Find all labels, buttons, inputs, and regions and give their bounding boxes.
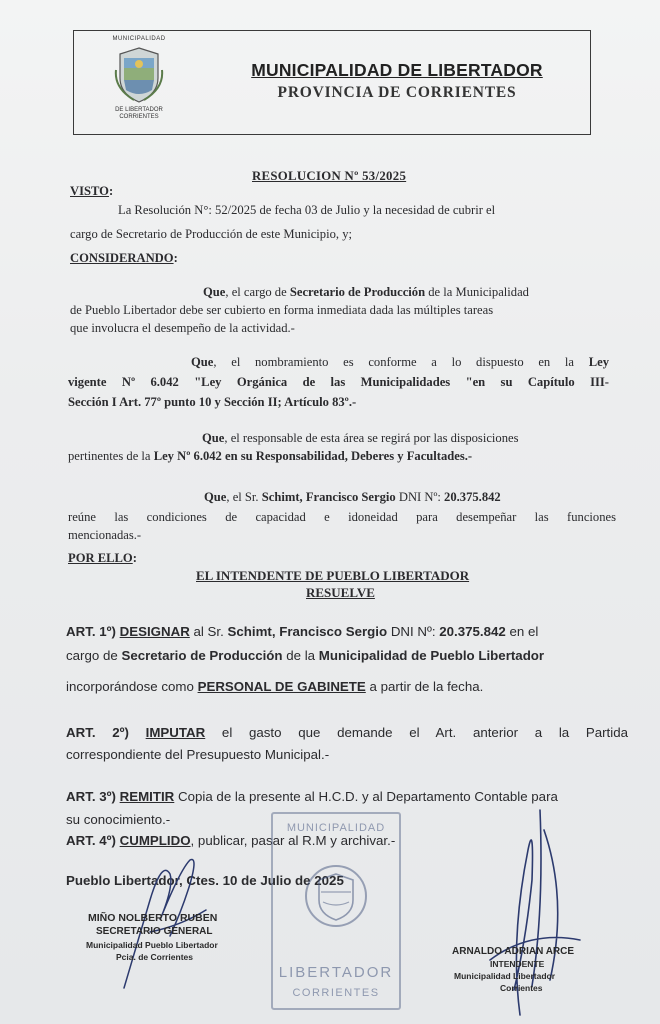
seal-bottom-text [100,107,178,121]
por-ello-heading [68,550,137,567]
considerando-2-line-3: Sección I Art. 77º punto 10 y Sección II; Artículo 83º.- [68,395,357,409]
article-1-verb: DESIGNAR [119,624,190,639]
c3-text: , el responsable de esta área se regirá por las disposiciones [224,431,519,445]
article-1-label: ART. 1º) [66,624,116,639]
a1-text-i: a partir de la fecha. [365,679,484,694]
right-signatory-org: Municipalidad Libertador [454,971,556,981]
considerando-4-line-2: reúne las condiciones de capacidad e idoneidad para desempeñar las funciones [68,510,616,524]
visto-heading [70,183,113,200]
a1-role: Secretario de Producción [121,648,283,663]
official-stamp [271,812,401,1010]
c2-text-a: , el nombramiento es conforme a lo dispuesto en la [213,355,589,369]
stamp-top-text: MUNICIPALIDAD [286,822,386,834]
article-4-verb: CUMPLIDO [119,833,191,848]
a1-dni-label: DNI Nº: [387,624,440,639]
c1-role: Secretario de Producción [289,285,426,299]
municipal-seal [100,36,178,124]
considerando-1-line-1 [203,284,529,301]
article-2-line-1 [66,722,628,743]
a1-text-e: en el [505,624,539,639]
date-line: Pueblo Libertador, Ctes. 10 de Julio de 2025 [66,873,344,888]
considerando-1-line-2: de Pueblo Libertador debe ser cubierto en forma inmediata dada las múltiples tareas [70,303,494,317]
c4-dni: 20.375.842 [444,490,501,504]
c4-text-a: , el Sr. [226,490,262,504]
coat-of-arms-icon [114,44,164,106]
stamp-seal-icon [301,856,371,946]
right-signatory-name: ARNALDO ADRIAN ARCE [452,946,575,957]
article-2-label: ART. 2º) [66,725,129,740]
a1-text-f: cargo de [66,648,122,663]
considerando-colon: : [173,251,178,265]
por-ello-label: POR ELLO [68,551,133,565]
considerando-3-line-2 [68,448,472,465]
stamp-city: LIBERTADOR [278,964,394,981]
considerando-4-line-3: mencionadas.- [68,528,142,542]
considerando-1-line-3: que involucra el desempeño de la actividad.- [70,321,295,335]
visto-colon: : [108,184,114,198]
resuelve-heading: RESUELVE [306,585,375,600]
a3-text: Copia de la presente al H.C.D. y al Departamento Contable para [174,789,558,804]
article-1-line-2 [66,645,544,666]
c1-text-c: de la Municipalidad [425,285,529,299]
municipality-title: MUNICIPALIDAD DE LIBERTADOR [251,60,543,80]
que-3: Que [202,431,225,445]
article-3-label: ART. 3º) [66,789,116,804]
seal-province: CORRIENTES [119,114,159,120]
left-signatory-org: Municipalidad Pueblo Libertador [86,940,218,950]
right-signatory-title: INTENDENTE [490,959,545,969]
considerando-label: CONSIDERANDO [70,251,174,265]
a1-personal-gabinete: PERSONAL DE GABINETE [197,679,366,694]
considerando-2-line-2: vigente Nº 6.042 "Ley Orgánica de las Municipalidades "en su Capítulo III- [68,375,609,389]
por-ello-colon: : [132,551,137,565]
c4-person: Schimt, Francisco Sergio [261,490,396,504]
stamp-province: CORRIENTES [292,987,380,999]
a1-text-g: de la [282,648,319,663]
article-1-line-3 [66,676,483,697]
left-signatory-name: MIÑO NOLBERTO RUBEN [88,912,218,924]
a2-text: el gasto que demande el Art. anterior a la Partida [205,725,628,740]
c1-text-a: , el cargo de [225,285,290,299]
a1-municipality: Municipalidad de Pueblo Libertador [318,648,545,663]
c2-ley: Ley [588,355,609,369]
considerando-heading [70,250,178,267]
article-3-verb: REMITIR [119,789,175,804]
seal-city: DE LIBERTADOR [115,107,163,113]
seal-top-text: MUNICIPALIDAD [112,36,166,42]
article-4-label: ART. 4º) [66,833,116,848]
article-1-line-1 [66,621,538,642]
c3-text-b: pertinentes de la [68,449,154,463]
visto-line-2: cargo de Secretario de Producción de este Municipio, y; [70,227,352,241]
c3-law: Ley Nº 6.042 en su Responsabilidad, Deberes y Facultades.- [153,449,473,463]
considerando-2-line-1 [191,354,609,371]
a1-text-a: al Sr. [189,624,228,639]
c4-dni-label: DNI Nº: [395,490,445,504]
a1-dni: 20.375.842 [439,624,506,639]
article-2-verb: IMPUTAR [145,725,206,740]
visto-line-1: La Resolución N°: 52/2025 de fecha 03 de Julio y la necesidad de cubrir el [118,203,496,217]
right-signatory-province: Corrientes [500,983,543,993]
left-signatory-title: SECRETARIO GENERAL [96,926,213,937]
a1-person: Schimt, Francisco Sergio [227,624,388,639]
a1-text-h: incorporándose como [66,679,198,694]
article-3-line-2: su conocimiento.- [66,812,171,827]
que-2: Que [191,355,214,369]
visto-label: VISTO [70,184,109,198]
resolution-number: RESOLUCION Nº 53/2025 [252,169,407,183]
considerando-3-line-1 [202,430,519,447]
left-signatory-province: Pcia. de Corrientes [116,952,194,962]
authority-heading: EL INTENDENTE DE PUEBLO LIBERTADOR [196,568,470,583]
a4-text: , publicar, pasar al R.M y archivar.- [190,833,396,848]
article-2-line-2: correspondiente del Presupuesto Municipal.- [66,747,330,762]
que-1: Que [203,285,226,299]
considerando-4-line-1 [204,489,501,506]
province-title: PROVINCIA DE CORRIENTES [277,84,517,101]
que-4: Que [204,490,227,504]
